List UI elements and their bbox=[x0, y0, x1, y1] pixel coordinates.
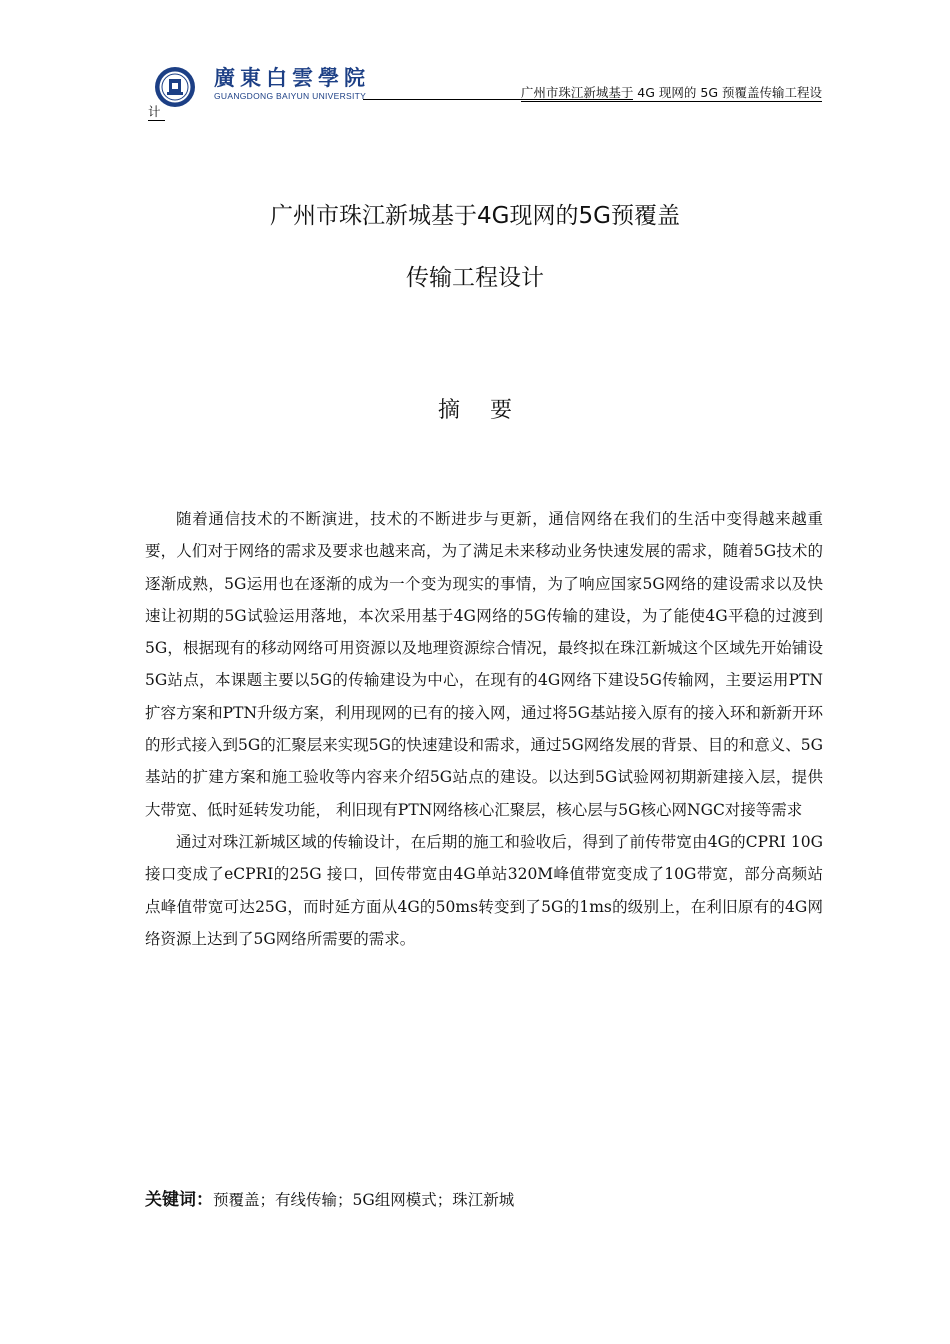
university-name-cn: 廣東白雲學院 bbox=[214, 65, 370, 90]
keywords-line bbox=[145, 1186, 823, 1214]
abstract-body bbox=[145, 503, 823, 955]
running-title-continuation: 计 bbox=[148, 104, 165, 121]
university-name-en: GUANGDONG BAIYUN UNIVERSITY bbox=[214, 91, 367, 101]
abstract-paragraph-1: 随着通信技术的不断演进，技术的不断进步与更新，通信网络在我们的生活中变得越来越重要，人们对于网络的需求及要求也越来高，为了满足未来移动业务快速发展的需求，随着5G技术的逐渐成熟，5G运用也在逐渐的成为一个变为现实的事情，为了响应国家5G网络的建设需求以及快速让初期的5G试验运用落地，本次采用基于4G网络的5G传输的建设，为了能使4G平稳的过渡到5G，根据现有的移动网络可用资源以及地理资源综合情况，最终拟在珠江新城这个区域先开始铺设5G站点，本课题主要以5G的传输建设为中心，在现有的4G网络下建设5G传输网，主要运用PTN扩容方案和PTN升级方案，利用现网的已有的接入网，通过将5G基站接入原有的接入环和新新开环的形式接入到5G的汇聚层来实现5G的快速建设和需求，通过5G网络发展的背景、目的和意义、5G基站的扩建方案和施工验收等内容来介绍5G站点的建设。以达到5G试验网初期新建接入层，提供大带宽、低时延转发功能， 利旧现有PTN网络核心汇聚层，核心层与5G核心网NGC对接等需求 bbox=[145, 510, 823, 819]
running-title: 广州市珠江新城基于 4G 现网的 5G 预覆盖传输工程设 bbox=[520, 85, 822, 100]
abstract-heading: 摘要 bbox=[437, 398, 542, 423]
keywords-label: 关键词： bbox=[145, 1190, 213, 1210]
page-header bbox=[148, 62, 822, 122]
document-title-line-1: 广州市珠江新城基于4G现网的5G预覆盖 bbox=[270, 203, 680, 229]
university-seal-icon bbox=[154, 66, 196, 108]
keywords-text: 预覆盖；有线传输；5G组网模式；珠江新城 bbox=[213, 1191, 515, 1209]
abstract-paragraph-2: 通过对珠江新城区域的传输设计，在后期的施工和验收后，得到了前传带宽由4G的CPRI 10G接口变成了eCPRI的25G 接口，回传带宽由4G单站320M峰值带宽变成了10G带宽，部分高频站点峰值带宽可达25G，而时延方面从4G的50ms转变到了5G的1ms的级别上，在利旧原有的4G网络资源上达到了5G网络所需要的需求。 bbox=[145, 832, 823, 948]
document-title-line-2: 传输工程设计 bbox=[406, 265, 544, 291]
